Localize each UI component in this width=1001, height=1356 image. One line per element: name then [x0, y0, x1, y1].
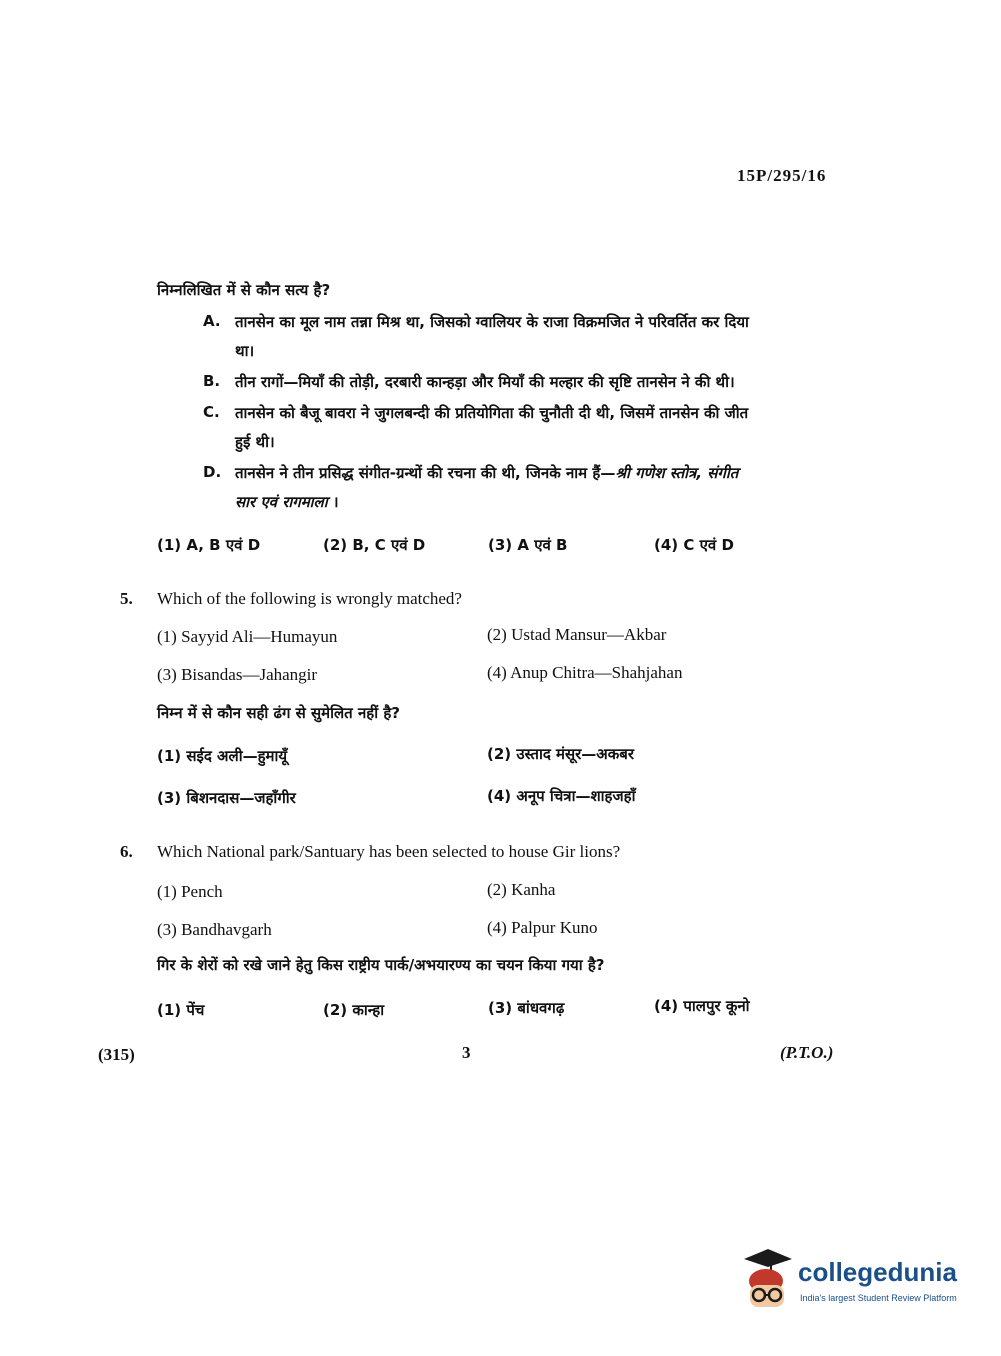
- q5-option-1: (1) Sayyid Ali—Humayun: [157, 627, 338, 646]
- q4-option-2: (2) B, C एवं D: [323, 536, 426, 554]
- q5-hindi-question: निम्न में से कौन सही ढंग से सुमेलित नहीं है?: [157, 704, 401, 722]
- q5-hindi-option-4: (4) अनूप चित्रा—शाहजहाँ: [487, 787, 636, 805]
- page-number: 3: [462, 1043, 471, 1062]
- q5-hindi-option-3: (3) बिशनदास—जहाँगीर: [157, 789, 296, 807]
- paper-code: 15P/295/16: [737, 166, 827, 185]
- q4-option-3: (3) A एवं B: [488, 536, 568, 554]
- q5-question: Which of the following is wrongly matched?: [157, 589, 462, 608]
- q5-option-4: (4) Anup Chitra—Shahjahan: [487, 663, 683, 682]
- q5-option-3: (3) Bisandas—Jahangir: [157, 665, 318, 684]
- q5-hindi-option-1: (1) सईद अली—हुमायूँ: [157, 747, 288, 765]
- q4-statement-b-line1: तीन रागों—मियाँ की तोड़ी, दरबारी कान्हड़ा और मियाँ की मल्हार की सृष्टि तानसेन ने की थी।: [235, 373, 735, 391]
- q6-option-4: (4) Palpur Kuno: [487, 918, 598, 937]
- q6-hindi-option-2: (2) कान्हा: [323, 1001, 385, 1019]
- q4-statement-c-line2: हुई थी।: [235, 433, 275, 451]
- q4-hindi-question: निम्नलिखित में से कौन सत्य है?: [157, 281, 331, 299]
- q4-statement-a-label: A.: [203, 312, 221, 330]
- q6-hindi-option-4: (4) पालपुर कूनो: [654, 997, 750, 1015]
- q6-question: Which National park/Santuary has been selected to house Gir lions?: [157, 842, 621, 861]
- q6-hindi-option-3: (3) बांधवगढ़: [488, 999, 565, 1017]
- brand-name: collegedunia: [798, 1257, 957, 1287]
- q4-statement-a-line1: तानसेन का मूल नाम तन्ना मिश्र था, जिसको ग्वालियर के राजा विक्रमजित ने परिवर्तित कर दिया: [235, 313, 749, 331]
- q4-statement-c-label: C.: [203, 403, 220, 421]
- q6-option-2: (2) Kanha: [487, 880, 556, 899]
- brand-tagline: India's largest Student Review Platform: [800, 1293, 957, 1303]
- q6-hindi-question: गिर के शेरों को रखे जाने हेतु किस राष्ट्रीय पार्क/अभयारण्य का चयन किया गया है?: [157, 956, 605, 974]
- q4-option-4: (4) C एवं D: [654, 536, 734, 554]
- q4-option-1: (1) A, B एवं D: [157, 536, 261, 554]
- q6-hindi-option-1: (1) पेंच: [157, 1001, 205, 1019]
- q4-statement-c-line1: तानसेन को बैजू बावरा ने जुगलबन्दी की प्रतियोगिता की चुनौती दी थी, जिसमें तानसेन की जीत: [235, 404, 749, 422]
- q4-statement-b-label: B.: [203, 372, 221, 390]
- q5-number: 5.: [120, 589, 133, 608]
- q4-statement-d-line1: तानसेन ने तीन प्रसिद्ध संगीत-ग्रन्थों की रचना की थी, जिनके नाम हैं—श्री गणेश स्तोत्र, संगीत: [235, 464, 739, 482]
- pto-label: (P.T.O.): [780, 1043, 834, 1062]
- q5-hindi-option-2: (2) उस्ताद मंसूर—अकबर: [487, 745, 634, 763]
- q5-option-2: (2) Ustad Mansur—Akbar: [487, 625, 667, 644]
- q6-option-1: (1) Pench: [157, 882, 223, 901]
- q4-statement-d-line2: सार एवं रागमाला ।: [235, 493, 339, 511]
- q4-statement-d-label: D.: [203, 463, 222, 481]
- q6-option-3: (3) Bandhavgarh: [157, 920, 272, 939]
- q6-number: 6.: [120, 842, 133, 861]
- q4-statement-a-line2: था।: [235, 342, 255, 360]
- collegedunia-watermark: [740, 1245, 970, 1315]
- mascot-icon: [740, 1245, 796, 1315]
- footer-code: (315): [98, 1045, 135, 1064]
